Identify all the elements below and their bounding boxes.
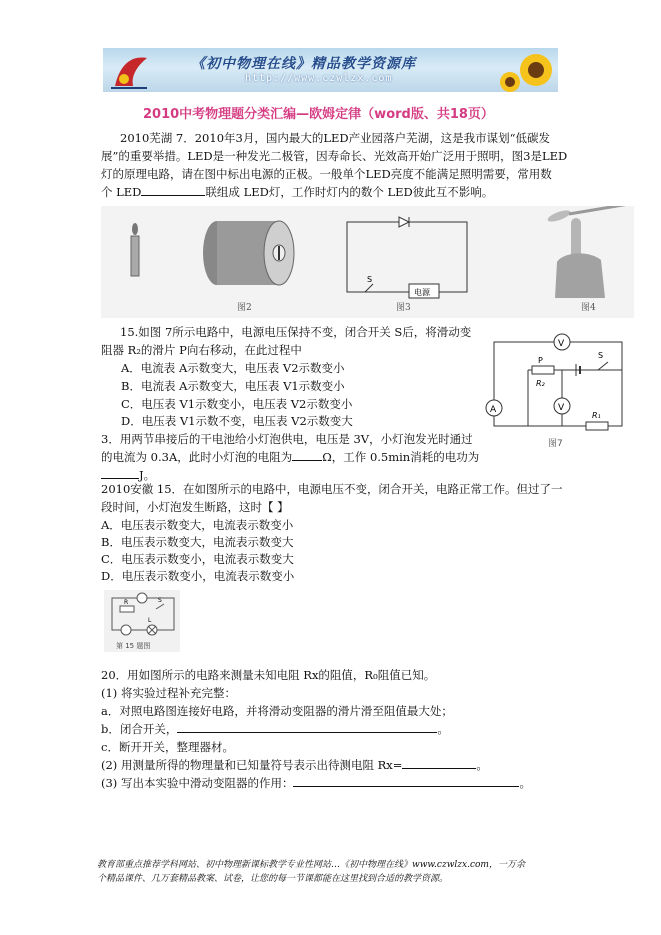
q20-line-6 bbox=[101, 757, 488, 773]
fig7-r1-label: R₁ bbox=[592, 411, 601, 420]
circuit-diagram-fig3 bbox=[341, 216, 473, 300]
candle-icon bbox=[127, 222, 143, 278]
fig3-label: 图3 bbox=[396, 303, 411, 313]
q15-option-c: C．电压表 V1示数变小，电压表 V2示数变小 bbox=[121, 397, 353, 411]
q15-option-b: B．电流表 A示数变大，电压表 V1示数变小 bbox=[121, 379, 345, 393]
site-logo-icon bbox=[107, 52, 151, 90]
q15-option-d: D．电压表 V1示数不变，电压表 V2示数变大 bbox=[121, 414, 353, 428]
fig7-label: 图7 bbox=[548, 439, 563, 449]
q1-line-4 bbox=[101, 184, 493, 200]
fig3-switch-label: S bbox=[367, 275, 373, 284]
fig7-v1-label: V bbox=[558, 339, 565, 349]
q15-option-a: A．电流表 A示数变大，电压表 V2示数变小 bbox=[121, 361, 345, 375]
q20-line-2: (1) 将实验过程补充完整： bbox=[101, 686, 236, 700]
answer-blank[interactable] bbox=[141, 184, 205, 196]
figures-row bbox=[101, 206, 634, 318]
fig7-r2-label: R₂ bbox=[536, 379, 545, 388]
led-lamp-figure bbox=[199, 216, 299, 290]
q3-line-1: 3．用两节串接后的干电池给小灯泡供电，电压是 3V，小灯泡发光时通过 bbox=[101, 432, 473, 446]
circuit-diagram-q15 bbox=[102, 588, 182, 654]
answer-blank[interactable] bbox=[293, 775, 519, 787]
fig7-p-label: P bbox=[538, 356, 543, 365]
answer-blank[interactable] bbox=[402, 757, 476, 769]
hand-spoon-figure bbox=[543, 206, 633, 298]
fig4-label: 图4 bbox=[581, 303, 596, 313]
banner-url[interactable]: http://www.czwlzx.com bbox=[245, 73, 393, 84]
q15b-l-label: L bbox=[148, 617, 152, 624]
q3-line-2 bbox=[101, 449, 479, 465]
answer-blank[interactable] bbox=[292, 449, 322, 461]
fig7-s-label: S bbox=[598, 351, 604, 360]
answer-blank[interactable] bbox=[177, 721, 437, 733]
q20-line-5: c．断开开关，整理器材。 bbox=[101, 740, 234, 754]
q20-line-7-suffix: 。 bbox=[519, 776, 531, 790]
q15-line-1: 15.如图 7所示电路中，电源电压保持不变，闭合开关 S后，将滑动变 bbox=[120, 325, 472, 339]
q15b-option-a: A．电压表示数变大，电流表示数变小 bbox=[101, 518, 294, 532]
q1-line-4-prefix: 个 LED bbox=[101, 185, 142, 199]
q15b-line-2: 段时间，小灯泡发生断路，这时【 】 bbox=[101, 500, 289, 514]
q1-line-4-suffix: 联组成 LED灯，工作时灯内的数个 LED彼此互不影响。 bbox=[205, 185, 494, 199]
q1-line-2: 展”的重要举措。LED是一种发光二极管，因寿命长、光效高开始广泛用于照明，图3是LED bbox=[101, 149, 568, 163]
q20-line-7 bbox=[101, 775, 531, 791]
q15b-option-c: C．电压表示数变小，电流表示数变大 bbox=[101, 552, 294, 566]
footer-line-2: 个精品课件、几万套精品教案、试卷，让您的每一节课都能在这里找到合适的教学资源。 bbox=[97, 874, 449, 884]
q15b-option-d: D．电压表示数变小，电流表示数变小 bbox=[101, 569, 295, 583]
document-title: 2010中考物理题分类汇编—欧姆定律（word版、共18页） bbox=[143, 107, 494, 122]
q1-line-1: 2010芜湖 7．2010年3月，国内最大的LED产业园落户芜湖，这是我市谋划“低碳发 bbox=[120, 131, 550, 145]
q15b-option-b: B．电压表示数变大，电流表示数变大 bbox=[101, 535, 294, 549]
q20-line-4 bbox=[101, 721, 449, 737]
q15-line-2: 阻器 R₂的滑片 P向右移动，在此过程中 bbox=[101, 343, 302, 357]
q1-line-3: 灯的原理电路，请在图中标出电源的正极。一般单个LED亮度不能满足照明需要，常用数 bbox=[101, 167, 552, 181]
footer-line-1: 教育部重点推荐学科网站、初中物理新课标教学专业性网站…《初中物理在线》www.czwlzx.com，一万余 bbox=[97, 860, 525, 870]
sunflower-icon bbox=[498, 48, 558, 92]
header-banner bbox=[103, 48, 558, 92]
banner-title: 《初中物理在线》精品教学资源库 bbox=[191, 56, 416, 72]
circuit-diagram-fig7 bbox=[482, 328, 632, 452]
fig2-label: 图2 bbox=[237, 303, 252, 313]
q20-line-4-prefix: b．闭合开关， bbox=[101, 722, 178, 736]
q15b-line-1: 2010安徽 15．在如图所示的电路中，电源电压不变，闭合开关，电路正常工作。但过了一 bbox=[101, 482, 563, 496]
q3-line-2-prefix: 的电流为 0.3A，此时小灯泡的电阻为 bbox=[101, 450, 293, 464]
q20-line-4-suffix: 。 bbox=[437, 722, 449, 736]
answer-blank[interactable] bbox=[101, 467, 139, 479]
fig7-a-label: A bbox=[490, 405, 497, 415]
q3-line-3-suffix: J。 bbox=[139, 468, 156, 482]
q20-line-1: 20．用如图所示的电路来测量未知电阻 Rx的阻值，R₀阻值已知。 bbox=[101, 668, 436, 682]
q15b-fig-label: 第 15 题图 bbox=[116, 642, 151, 650]
fig3-power-label: 电源 bbox=[414, 288, 430, 297]
q3-line-2-mid: Ω，工作 0.5min消耗的电功为 bbox=[322, 450, 480, 464]
q20-line-3: a．对照电路图连接好电路，并将滑动变阻器的滑片滑至阻值最大处； bbox=[101, 704, 453, 718]
q20-line-6-prefix: (2) 用测量所得的物理量和已知量符号表示出待测电阻 Rx= bbox=[101, 758, 403, 772]
q15b-s-label: S bbox=[158, 597, 162, 604]
fig7-v2-label: V bbox=[558, 403, 565, 413]
q20-line-6-suffix: 。 bbox=[476, 758, 488, 772]
q15b-r-label: R bbox=[124, 599, 129, 606]
q20-line-7-prefix: (3) 写出本实验中滑动变阻器的作用： bbox=[101, 776, 294, 790]
